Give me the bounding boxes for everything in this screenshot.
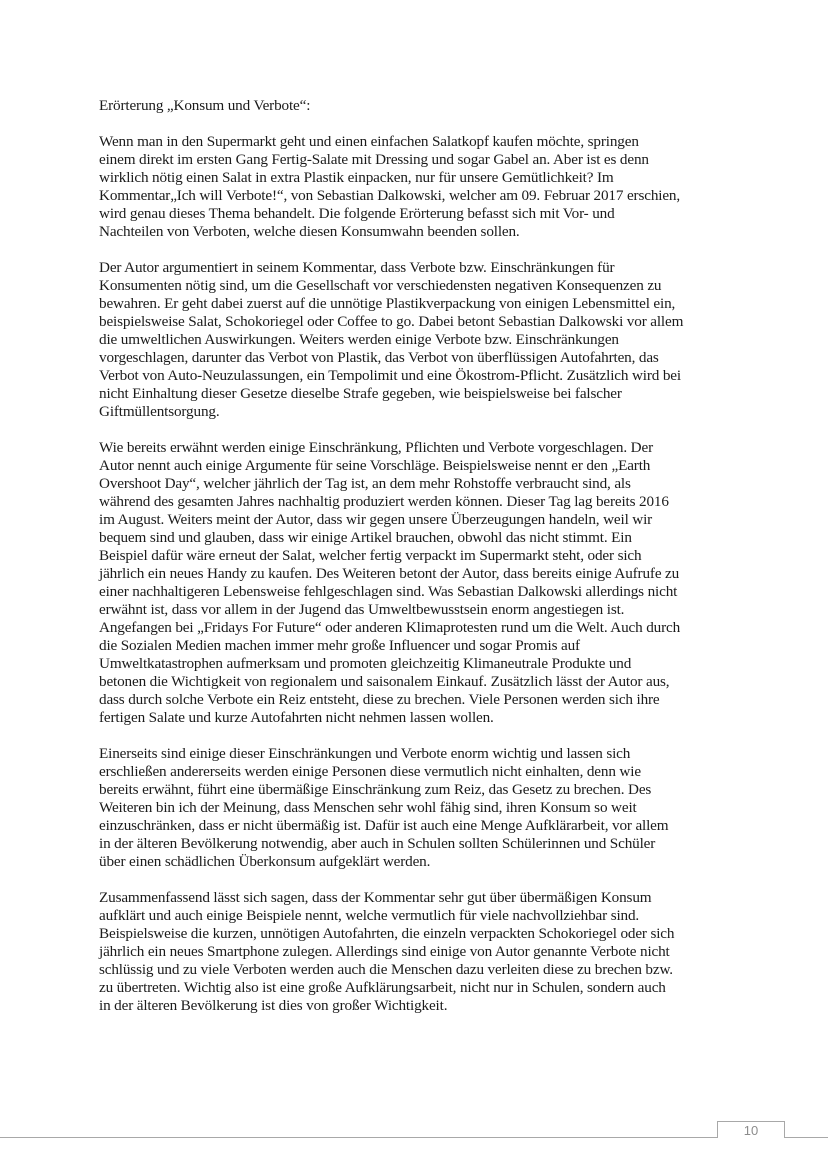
text-line: beispielsweise Salat, Schokoriegel oder Coffee to go. Dabei betont Sebastian Dalkowski vor allem (99, 313, 684, 330)
text-line: in der älteren Bevölkerung notwendig, aber auch in Schulen sollten Schülerinnen und Schüler (99, 835, 656, 852)
text-line: bequem sind und glauben, dass wir einige Artikel brauchen, obwohl das nicht stimmt. Ein (99, 529, 632, 546)
text-line: Autor nennt auch einige Argumente für seine Vorschläge. Beispielsweise nennt er den „Earth (99, 457, 651, 474)
text-line: betonen die Wichtigkeit von regionalem und saisonalem Einkauf. Zusätzlich lässt der Autor aus, (99, 673, 670, 690)
paragraph-conclusion (99, 889, 739, 1015)
page-number: 10 (743, 1123, 759, 1138)
text-line: Kommentar„Ich will Verbote!“, von Sebastian Dalkowski, welcher am 09. Februar 2017 erschien, (99, 187, 681, 204)
text-line: Nachteilen von Verboten, welche diesen Konsumwahn beenden sollen. (99, 223, 520, 240)
document-body (99, 97, 739, 1033)
text-line: Angefangen bei „Fridays For Future“ oder anderen Klimaprotesten rund um die Welt. Auch durch (99, 619, 681, 636)
text-line: Weiteren bin ich der Meinung, dass Menschen sehr wohl fähig sind, ihren Konsum so weit (99, 799, 637, 816)
text-line: Verbot von Auto-Neuzulassungen, ein Tempolimit und eine Ökostrom-Pflicht. Zusätzlich wird bei (99, 367, 681, 384)
text-line: einzuschränken, dass er nicht übermäßig ist. Dafür ist auch eine Menge Aufklärarbeit, vor allem (99, 817, 669, 834)
text-line: Beispielsweise die kurzen, unnötigen Autofahrten, die einzeln verpackten Schokoriegel oder sich (99, 925, 675, 942)
text-line: bereits erwähnt, führt eine übermäßige Einschränkung zum Reiz, das Gesetz zu brechen. Des (99, 781, 652, 798)
text-line: Overshoot Day“, welcher jährlich der Tag ist, an dem mehr Rohstoffe verbraucht sind, als (99, 475, 631, 492)
text-line: Giftmüllentsorgung. (99, 403, 220, 420)
paragraph-arguments-and-counterpoints (99, 439, 739, 727)
text-line: im August. Weiters meint der Autor, dass wir gegen unsere Überzeugungen handeln, weil wir (99, 511, 653, 528)
text-line: Beispiel dafür wäre erneut der Salat, welcher fertig verpackt im Supermarkt steht, oder sich (99, 547, 642, 564)
text-line: während des gesamten Jahres nachhaltig produziert werden können. Dieser Tag lag bereits 2016 (99, 493, 669, 510)
text-line: einer nachhaltigeren Lebensweise fehlgeschlagen sind. Was Sebastian Dalkowski allerdings nicht (99, 583, 678, 600)
text-line: erwähnt ist, dass vor allem in der Jugend das Umweltbewusstsein enorm angestiegen ist. (99, 601, 625, 618)
text-line: einem direkt im ersten Gang Fertig-Salate mit Dressing und sogar Gabel an. Aber ist es denn (99, 151, 649, 168)
text-line: nicht Einhaltung dieser Gesetze dieselbe Strafe gegeben, wie beispielsweise bei falscher (99, 385, 622, 402)
text-line: jährlich ein neues Smartphone zulegen. Allerdings sind einige von Autor genannte Verbote nicht (99, 943, 670, 960)
text-line: Umweltkatastrophen aufmerksam und promoten gleichzeitig Klimaneutrale Produkte und (99, 655, 632, 672)
text-line: wird genau dieses Thema behandelt. Die folgende Erörterung befasst sich mit Vor- und (99, 205, 615, 222)
text-line: zu übertreten. Wichtig also ist eine große Aufklärungsarbeit, nicht nur in Schulen, sondern auch (99, 979, 666, 996)
text-line: erschließen andererseits werden einige Personen diese vermutlich nicht einhalten, denn wie (99, 763, 641, 780)
text-line: über einen schädlichen Überkonsum aufgeklärt werden. (99, 853, 431, 870)
text-line: vorgeschlagen, darunter das Verbot von Plastik, das Verbot von überflüssigen Autofahrten, das (99, 349, 659, 366)
text-line: Der Autor argumentiert in seinem Kommentar, dass Verbote bzw. Einschränkungen für (99, 259, 615, 276)
text-line: bewahren. Er geht dabei zuerst auf die unnötige Plastikverpackung von einigen Lebensmittel ein, (99, 295, 676, 312)
paragraph-introduction (99, 133, 739, 241)
document-title: Erörterung „Konsum und Verbote“: (99, 97, 311, 114)
footer-rule-left (0, 1137, 718, 1138)
text-line: fertigen Salate und kurze Autofahrten nicht nehmen lassen wollen. (99, 709, 494, 726)
text-line: dass durch solche Verbote ein Reiz entsteht, diese zu brechen. Viele Personen werden sich ihre (99, 691, 660, 708)
text-line: die Sozialen Medien machen immer mehr große Influencer und sogar Promis auf (99, 637, 580, 654)
text-line: wirklich nötig einen Salat in extra Plastik einpacken, nur für unsere Gemütlichkeit? Im (99, 169, 614, 186)
page-number-box (717, 1121, 785, 1138)
text-line: Einerseits sind einige dieser Einschränkungen und Verbote enorm wichtig und lassen sich (99, 745, 631, 762)
text-line: schlüssig und zu viele Verboten werden auch die Menschen dazu verleiten diese zu brechen bzw. (99, 961, 673, 978)
footer-rule-right (784, 1137, 828, 1138)
paragraph-own-opinion (99, 745, 739, 871)
text-line: Wie bereits erwähnt werden einige Einschränkung, Pflichten und Verbote vorgeschlagen. Der (99, 439, 653, 456)
text-line: die umweltlichen Auswirkungen. Weiters werden einige Verbote bzw. Einschränkungen (99, 331, 619, 348)
text-line: jährlich ein neues Handy zu kaufen. Des Weiteren betont der Autor, dass bereits einige Aufrufe zu (99, 565, 680, 582)
text-line: Zusammenfassend lässt sich sagen, dass der Kommentar sehr gut über übermäßigen Konsum (99, 889, 652, 906)
paragraph-author-argument (99, 259, 739, 421)
text-line: aufklärt und auch einige Beispiele nennt, welche vermutlich für viele nachvollziehbar sind. (99, 907, 640, 924)
text-line: in der älteren Bevölkerung ist dies von großer Wichtigkeit. (99, 997, 448, 1014)
text-line: Wenn man in den Supermarkt geht und einen einfachen Salatkopf kaufen möchte, springen (99, 133, 639, 150)
text-line: Konsumenten nötig sind, um die Gesellschaft vor verschiedensten negativen Konsequenzen zu (99, 277, 662, 294)
